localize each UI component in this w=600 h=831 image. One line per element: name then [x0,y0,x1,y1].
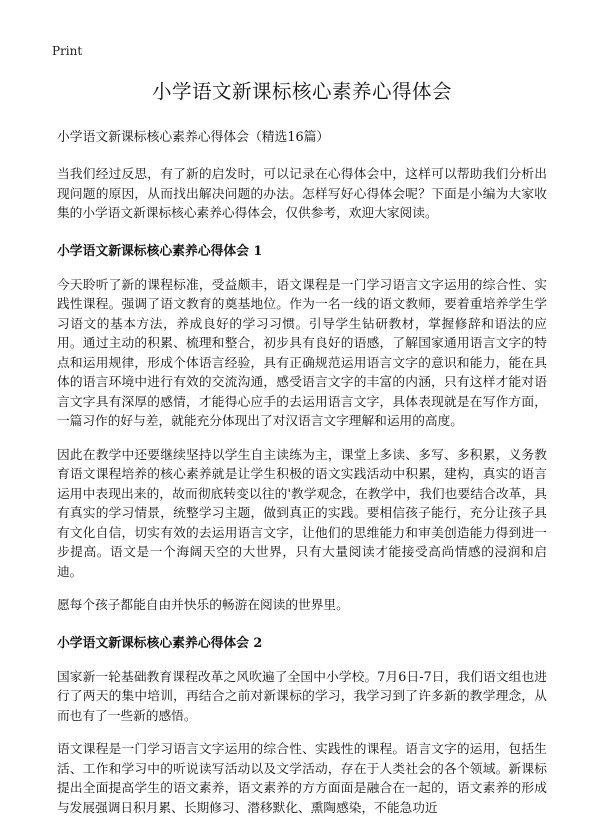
document-subtitle: 小学语文新课标核心素养心得体会（精选16篇） [57,130,330,145]
section-1-paragraph-1: 今天聆听了新的课程标准，受益颇丰，语文课程是一门学习语言文字运用的综合性、实践性课程。强调了语文教育的奠基地位。作为一名一线的语文教师，要着重培养学生学习语文的基本方法，养成良好的学习习惯。引导学生钻研教材，掌握修辞和语法的应用。通过主动的积累、梳理和整合，初步具有良好的语感，了解国家通用语言文字的特点和运用规律，形成个体语言经验，具有正确规范运用语言文字的意识和能力，能在具体的语言环境中进行有效的交流沟通，感受语言文字的丰富的内涵，只有这样才能对语言文字具有深厚的感情，才能得心应手的去运用语言文字，具体表现就是在写作方面，一篇习作的好与差，就能充分体现出了对汉语言文字理解和运用的高度。 [57,276,547,428]
print-link[interactable]: Print [52,44,83,58]
intro-paragraph: 当我们经过反思，有了新的启发时，可以记录在心得体会中，这样可以帮助我们分析出现问题的原因，从而找出解决问题的办法。怎样写好心得体会呢？下面是小编为大家收集的小学语文新课标核心素养心得体会，仅供参考，欢迎大家阅读。 [57,166,547,220]
section-1-paragraph-2: 因此在教学中还要继续坚持以学生自主读练为主，课堂上多读、多写、多积累，义务教育语文课程培养的核心素养就是让学生积极的语文实践活动中积累，建构，真实的语言运用中表现出来的，故而彻底转变以往的'教学观念，在教学中，我们也要结合改革，具有真实的学习情景，统整学习主题，做到真正的实践。要相信孩子能行，充分让孩子具有文化自信，切实有效的去运用语言文字，让他们的思维能力和审美创造能力得到进一步提高。语文是一个海阔天空的大世界，只有大量阅读才能接受高尚情感的浸润和启迪。 [57,446,547,579]
section-2-paragraph-2: 语文课程是一门学习语言文字运用的综合性、实践性的课程。语言文字的运用，包括生活、工作和学习中的听说读写活动以及文学活动，存在于人类社会的各个领域。新课标提出全面提高学生的语文素养，语文素养的方方面面是融合在一起的，语文素养的形成与发展强调日积月累、长期修习、潜移默化、熏陶感染，不能急功近 [57,741,547,815]
section-1-paragraph-3: 愿每个孩子都能自由并快乐的畅游在阅读的世界里。 [57,597,349,612]
document-body [57,76,547,831]
page-title: 小学语文新课标核心素养心得体会 [151,80,452,103]
section-heading-2: 小学语文新课标核心素养心得体会 2 [57,635,263,651]
section-heading-1: 小学语文新课标核心素养心得体会 1 [57,243,263,259]
section-2-paragraph-1: 国家新一轮基础教育课程改革之风吹遍了全国中小学校。7月6日-7日，我们语文组也进行了两天的集中培训，再结合之前对新课标的学习，我学习到了许多新的教学理念，从而也有了一些新的感悟。 [57,668,547,723]
